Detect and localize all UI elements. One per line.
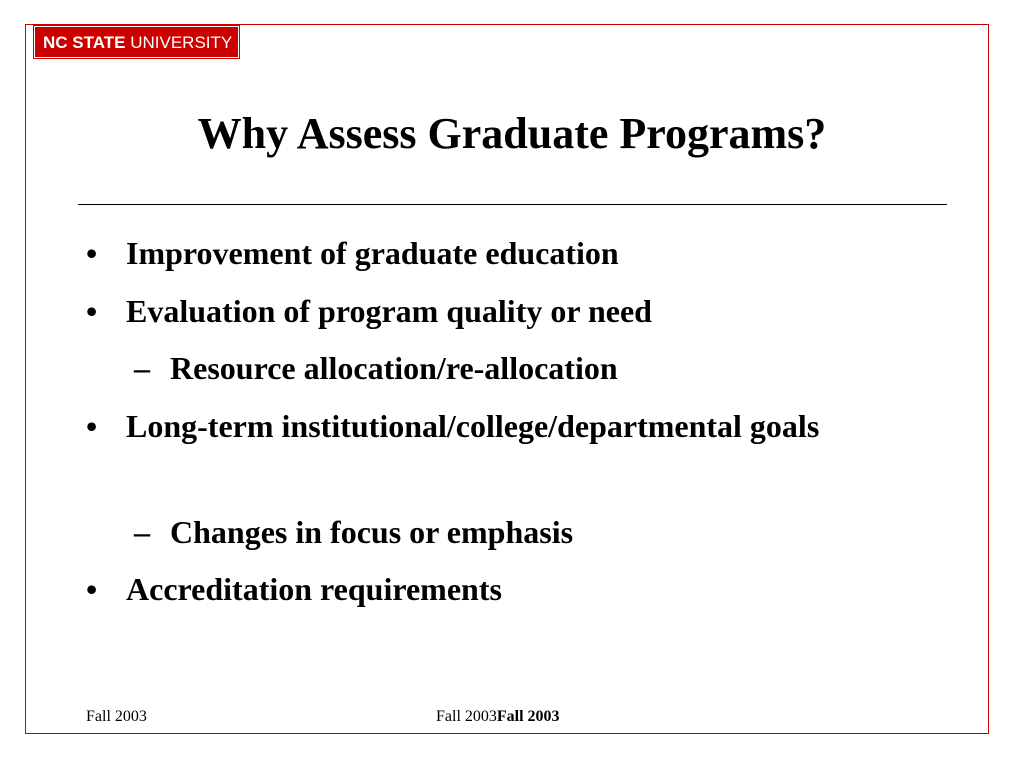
logo-text-regular: UNIVERSITY (125, 33, 233, 52)
sub-bullet-marker: – (134, 514, 150, 550)
bullet-item: Evaluation of program quality or need (126, 293, 652, 329)
footer-date-left: Fall 2003 (86, 708, 147, 725)
bullet-item: Improvement of graduate education (126, 235, 619, 271)
sub-bullet-item: Changes in focus or emphasis (170, 514, 574, 550)
sub-bullet-item: Resource allocation/re-allocation (170, 350, 618, 386)
bullet-marker: • (86, 571, 98, 607)
bullet-item: Long-term institutional/college/departmental goals (126, 408, 820, 444)
bullet-marker: • (86, 235, 98, 271)
footer-center (436, 708, 560, 726)
sub-bullet-marker: – (134, 350, 150, 386)
bullet-item: Accreditation requirements (126, 571, 502, 607)
footer-center-bold: Fall 2003 (496, 708, 560, 725)
bullet-marker: • (86, 408, 98, 444)
footer-center-regular: Fall 2003 (436, 708, 497, 725)
logo-text-bold: NC STATE (43, 33, 126, 52)
title-divider (78, 204, 947, 205)
bullet-marker: • (86, 293, 98, 329)
slide-title: Why Assess Graduate Programs? (197, 109, 827, 158)
university-logo (34, 26, 239, 58)
